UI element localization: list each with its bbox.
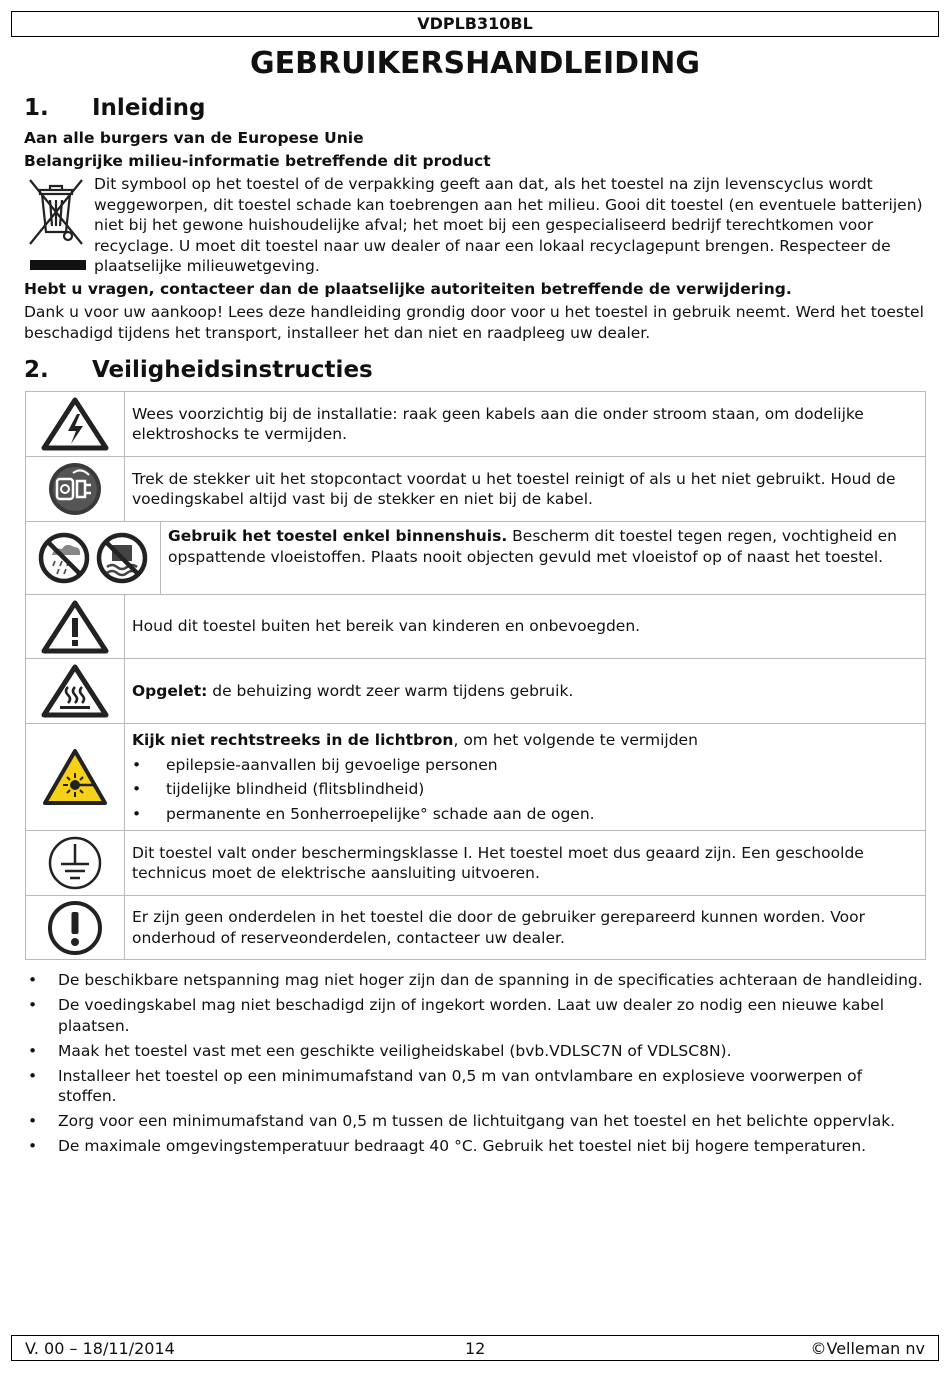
section-2-number: 2. [24, 357, 49, 383]
safety-text-unplug: Trek de stekker uit het stopcontact voordat u het toestel reinigt of als u het niet gebruikt. Houd de voedingskabel altijd vast bij de stekker en niet bij de kabel. [125, 457, 926, 522]
safety-text-light [125, 724, 926, 831]
safety-text-children: Houd dit toestel buiten het bereik van kinderen en onbevoegden. [125, 595, 926, 659]
safety-row-indoor [26, 522, 926, 595]
section-2-heading [24, 356, 373, 384]
environment-text: Dit symbool op het toestel of de verpakking geeft aan dat, als het toestel na zijn levenscyclus wordt weggeworpen, dit toestel schade kan toebrengen aan het milieu. Gooi dit toestel (en eventuele batterijen) niet bij het gewone huishoudelijke afval; het moet bij een gespecialiseerd bedrijf terechtkomen voor recyclage. U moet dit toestel naar uw dealer of naar een lokaal recyclagepunt brengen. Respecteer de plaatselijke milieuwetgeving. [94, 175, 923, 275]
icon-cell [26, 896, 125, 960]
header-model: VDPLB310BL [11, 11, 939, 37]
section-1-heading [24, 94, 205, 122]
list-item: • Installeer het toestel op een minimumafstand van 0,5 m van ontvlambare en explosieve voorwerpen of stoffen. [24, 1066, 924, 1107]
section-1-title: Inleiding [92, 95, 206, 121]
safety-row-service [26, 896, 926, 960]
weee-crossed-bin-icon [26, 176, 86, 272]
environment-heading: Belangrijke milieu-informatie betreffende dit product [24, 152, 491, 170]
list-item: • De maximale omgevingstemperatuur bedraagt 40 °C. Gebruik het toestel niet bij hogere temperaturen. [24, 1136, 924, 1157]
safety-table [25, 391, 926, 960]
safety-text-hot [125, 659, 926, 724]
section-2-title: Veiligheidsinstructies [92, 357, 373, 383]
light-bold-text: Kijk niet rechtstreeks in de lichtbron [132, 731, 454, 749]
electric-shock-warning-icon [40, 396, 110, 452]
icon-cell [26, 457, 125, 522]
safety-bullet-list [24, 970, 924, 1161]
hot-bold-text: Opgelet: [132, 681, 208, 700]
safety-row-hot [26, 659, 926, 724]
icon-cell [26, 659, 125, 724]
safety-row-children [26, 595, 926, 659]
safety-row-light [26, 724, 926, 831]
section-1-number: 1. [24, 95, 49, 121]
safety-text-ground: Dit toestel valt onder beschermingsklasse I. Het toestel moet dus geaard zijn. Een geschoolde technicus moet de elektrische aansluiting uitvoeren. [125, 831, 926, 896]
unplug-before-cleaning-icon [47, 461, 103, 517]
safety-text-indoor [161, 522, 925, 594]
eu-heading: Aan alle burgers van de Europese Unie [24, 129, 364, 147]
light-text: , om het volgende te vermijden [453, 731, 698, 749]
list-item: • De voedingskabel mag niet beschadigd zijn of ingekort worden. Laat uw dealer zo nodig een nieuwe kabel plaatsen. [24, 995, 924, 1036]
icon-cell [26, 595, 125, 659]
safety-row-shock [26, 392, 926, 457]
indoor-bold-text: Gebruik het toestel enkel binnenshuis. [168, 527, 508, 545]
hot-surface-warning-icon [40, 663, 110, 719]
document-title: GEBRUIKERSHANDLEIDING [250, 46, 700, 81]
safety-text-service: Er zijn geen onderdelen in het toestel die door de gebruiker gerepareerd kunnen worden. Voor onderhoud of reserveonderdelen, contacteer uw dealer. [125, 896, 926, 960]
footer-page-number: 12 [465, 1339, 486, 1358]
icon-cell [26, 392, 125, 457]
footer-version: V. 00 – 18/11/2014 [25, 1339, 175, 1358]
icon-cell [26, 522, 161, 594]
no-liquid-icon [95, 531, 149, 585]
indoor-text: Bescherm dit toestel tegen regen, vochtigheid en opspattende vloeistoffen. Plaats nooit objecten gevuld met vloeistof op of naast het toestel. [168, 527, 897, 566]
list-item: • tijdelijke blindheid (flitsblindheid) [132, 779, 915, 800]
no-rain-icon [37, 531, 91, 585]
protective-earth-icon [46, 834, 104, 892]
laser-light-warning-icon [42, 747, 108, 807]
icon-cell [26, 724, 125, 831]
contact-text: Hebt u vragen, contacteer dan de plaatselijke autoriteiten betreffende de verwijdering. [24, 280, 792, 298]
indoor-row-cell [26, 522, 926, 595]
light-bullet-list [132, 755, 915, 825]
safety-row-ground [26, 831, 926, 896]
footer-copyright: ©Velleman nv [810, 1339, 925, 1358]
list-item: • permanente en 5onherroepelijke° schade aan de ogen. [132, 804, 915, 825]
general-warning-icon [40, 599, 110, 655]
hot-text: de behuizing wordt zeer warm tijdens gebruik. [207, 681, 574, 700]
icon-cell [26, 831, 125, 896]
thanks-text: Dank u voor uw aankoop! Lees deze handleiding grondig door voor u het toestel in gebruik neemt. Werd het toestel beschadigd tijdens het transport, installeer het dan niet en raadpleeg uw dealer. [24, 303, 924, 342]
list-item: • Maak het toestel vast met een geschikte veiligheidskabel (bvb.VDLSC7N of VDLSC8N). [24, 1041, 924, 1062]
mandatory-attention-icon [47, 900, 103, 956]
footer [11, 1335, 939, 1361]
list-item: • Zorg voor een minimumafstand van 0,5 m tussen de lichtuitgang van het toestel en het belichte oppervlak. [24, 1111, 924, 1132]
safety-text-shock: Wees voorzichtig bij de installatie: raak geen kabels aan die onder stroom staan, om dodelijke elektroshocks te vermijden. [125, 392, 926, 457]
safety-row-unplug [26, 457, 926, 522]
list-item: • epilepsie-aanvallen bij gevoelige personen [132, 755, 915, 776]
list-item: • De beschikbare netspanning mag niet hoger zijn dan de spanning in de specificaties achteraan de handleiding. [24, 970, 924, 991]
